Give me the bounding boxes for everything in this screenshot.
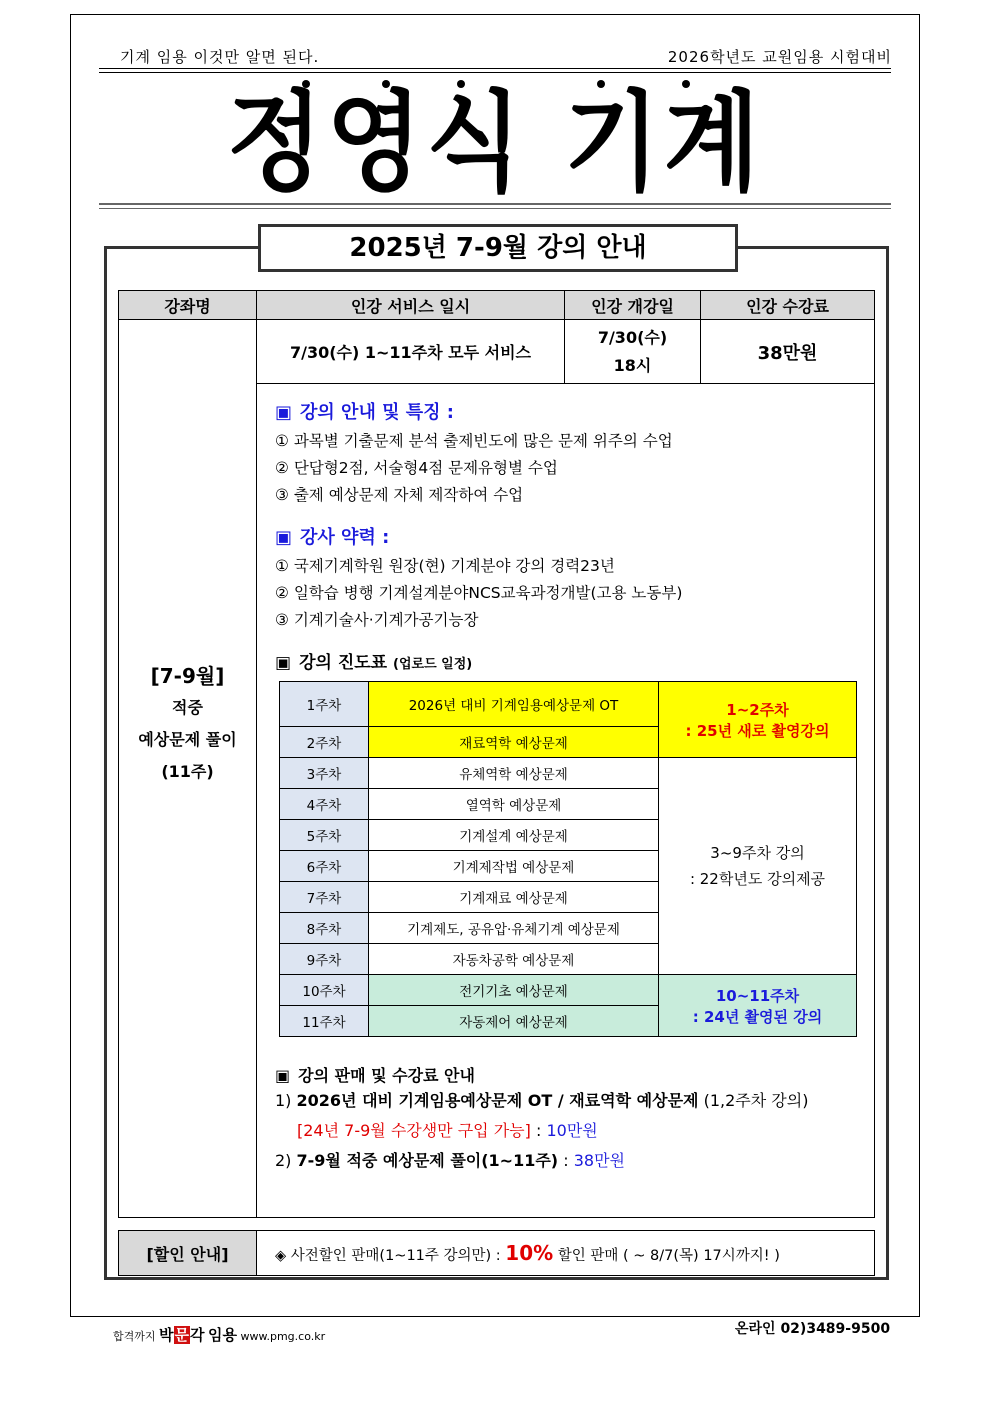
topic-cell: 2026년 대비 기계임용예상문제 OT xyxy=(369,682,659,727)
footer-phone: 온라인 02)3489-9500 xyxy=(735,1321,891,1337)
title-rule xyxy=(99,203,891,209)
career-heading xyxy=(275,523,874,549)
square-bullet-icon: ▣ xyxy=(275,402,293,423)
price-separator: : xyxy=(535,1121,542,1140)
course-name-line: 예상문제 풀이 xyxy=(138,729,237,749)
sale-option-2 xyxy=(275,1146,874,1176)
schedule-heading xyxy=(275,648,874,673)
week-cell: 7주차 xyxy=(280,882,369,913)
header-open-day: 인강 개강일 xyxy=(565,291,701,320)
sale-price: 38만원 xyxy=(573,1151,625,1170)
features-heading-text: 강의 안내 및 특징 : xyxy=(300,402,454,423)
brand-char: 박 xyxy=(159,1326,174,1344)
table-row xyxy=(119,320,875,384)
week-cell: 1주차 xyxy=(280,682,369,727)
sale-option-1-price xyxy=(275,1116,874,1146)
course-period: [7-9월] xyxy=(150,663,225,688)
brand-char: 각 xyxy=(190,1326,205,1344)
details-cell xyxy=(257,384,875,1218)
sale-product: 2026년 대비 기계임용예상문제 OT / 재료역학 예상문제 xyxy=(296,1091,699,1110)
week-cell: 11주차 xyxy=(280,1006,369,1037)
header-fee: 인강 수강료 xyxy=(701,291,875,320)
group-note-line: 10~11주차 xyxy=(715,986,800,1005)
footer-prefix: 합격까지 xyxy=(113,1330,156,1343)
brand-name: 임용 xyxy=(208,1326,237,1344)
square-bullet-icon: ▣ xyxy=(275,527,293,548)
brand-char: 문 xyxy=(174,1326,190,1344)
week-cell: 6주차 xyxy=(280,851,369,882)
square-bullet-icon: ▣ xyxy=(275,1066,291,1085)
sale-product: 7-9월 적중 예상문제 풀이(1~11주) xyxy=(296,1151,559,1170)
discount-label: [할인 안내] xyxy=(119,1231,257,1276)
discount-percent: 10% xyxy=(505,1241,554,1265)
table-row xyxy=(280,682,857,727)
group-note-line: : 25년 새로 촬영강의 xyxy=(685,721,830,740)
discount-deadline: 할인 판매 ( ~ 8/7(목) 17시까지! ) xyxy=(557,1248,780,1264)
sale-price: 10만원 xyxy=(546,1121,598,1140)
topic-cell: 자동차공학 예상문제 xyxy=(369,944,659,975)
lecture-guide-title: 2025년 7-9월 강의 안내 xyxy=(258,224,738,272)
topic-cell: 기계제도, 공유압·유체기계 예상문제 xyxy=(369,913,659,944)
schedule-table xyxy=(279,681,857,1037)
group-note-line: : 22학년도 강의제공 xyxy=(689,870,826,888)
page-title: 정영식 기계 xyxy=(226,81,764,206)
topic-cell: 전기기초 예상문제 xyxy=(369,975,659,1006)
discount-table xyxy=(118,1230,875,1276)
header-course-name: 강좌명 xyxy=(119,291,257,320)
week-cell: 3주차 xyxy=(280,758,369,789)
header-exam-year: 2026학년도 교원임용 시험대비 xyxy=(667,48,892,66)
course-name-cell xyxy=(119,320,257,1218)
list-item: ① 과목별 기출문제 분석 출제빈도에 많은 문제 위주의 수업 xyxy=(275,432,673,450)
features-heading xyxy=(275,398,874,424)
course-table xyxy=(118,290,875,1218)
course-name-line: 적중 xyxy=(172,697,203,717)
footer-url[interactable]: www.pmg.co.kr xyxy=(240,1330,326,1343)
price-separator: : xyxy=(563,1151,569,1170)
group-note-line: 3~9주차 강의 xyxy=(710,844,805,862)
career-heading-text: 강사 약력 : xyxy=(300,527,390,548)
sale-weeks: (1,2주차 강의) xyxy=(703,1091,809,1110)
sale-option-1 xyxy=(275,1086,874,1116)
list-item: ② 단답형2점, 서술형4점 문제유형별 수업 xyxy=(275,459,558,477)
week-cell: 2주차 xyxy=(280,727,369,758)
sale-number: 1) xyxy=(275,1091,292,1110)
service-date-value: 7/30(수) 1~11주차 모두 서비스 xyxy=(257,320,565,384)
week-cell: 4주차 xyxy=(280,789,369,820)
group-note-new xyxy=(659,682,857,758)
topic-cell: 기계제작법 예상문제 xyxy=(369,851,659,882)
schedule-note: (업로드 일정) xyxy=(393,657,473,672)
open-day-value xyxy=(565,320,701,384)
week-cell: 5주차 xyxy=(280,820,369,851)
header-slogan: 기계 임용 이것만 알면 된다. xyxy=(120,48,320,66)
list-item: ① 국제기계학원 원장(현) 기계분야 강의 경력23년 xyxy=(275,557,615,575)
fee-value: 38만원 xyxy=(701,320,875,384)
square-bullet-icon: ▣ xyxy=(275,653,292,673)
discount-text: 사전할인 판매(1~11주 강의만) : xyxy=(290,1248,501,1264)
topic-cell: 기계재료 예상문제 xyxy=(369,882,659,913)
week-cell: 9주차 xyxy=(280,944,369,975)
header-service-date: 인강 서비스 일시 xyxy=(257,291,565,320)
discount-detail xyxy=(257,1231,875,1276)
table-row xyxy=(280,975,857,1006)
table-row xyxy=(280,758,857,789)
sales-heading-text: 강의 판매 및 수강료 안내 xyxy=(298,1066,475,1085)
table-row xyxy=(119,1231,875,1276)
sales-heading xyxy=(275,1063,874,1086)
list-item: ③ 출제 예상문제 자체 제작하여 수업 xyxy=(275,486,524,504)
sale-number: 2) xyxy=(275,1151,292,1170)
list-item: ③ 기계기술사·기계가공기능장 xyxy=(275,611,479,629)
group-note-legacy xyxy=(659,758,857,975)
open-day-date: 7/30(수) xyxy=(597,327,668,347)
week-cell: 10주차 xyxy=(280,975,369,1006)
topic-cell: 자동제어 예상문제 xyxy=(369,1006,659,1037)
table-header-row xyxy=(119,291,875,320)
group-note-line: 1~2주차 xyxy=(726,700,789,719)
header-rule xyxy=(99,68,891,73)
group-note-line: : 24년 촬영된 강의 xyxy=(692,1007,823,1026)
schedule-heading-text: 강의 진도표 xyxy=(299,653,388,673)
list-item: ② 일학습 병행 기계설계분야NCS교육과정개발(고용 노동부) xyxy=(275,584,683,602)
topic-cell: 재료역학 예상문제 xyxy=(369,727,659,758)
topic-cell: 유체역학 예상문제 xyxy=(369,758,659,789)
eligibility-note: [24년 7-9월 수강생만 구입 가능] xyxy=(297,1121,531,1140)
course-weeks: (11주) xyxy=(161,761,214,781)
group-note-2024 xyxy=(659,975,857,1037)
diamond-bullet-icon: ◈ xyxy=(275,1248,287,1264)
week-cell: 8주차 xyxy=(280,913,369,944)
topic-cell: 기계설계 예상문제 xyxy=(369,820,659,851)
footer-logo xyxy=(113,1324,325,1345)
topic-cell: 열역학 예상문제 xyxy=(369,789,659,820)
open-day-time: 18시 xyxy=(613,355,652,375)
